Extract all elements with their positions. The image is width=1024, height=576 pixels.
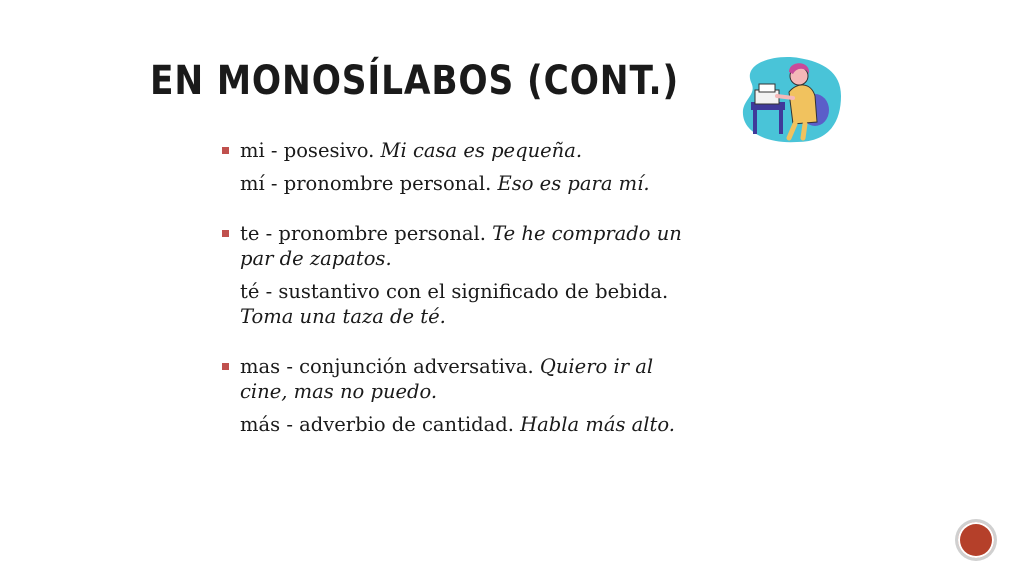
- square-bullet-icon: [222, 230, 229, 237]
- list-item: [222, 221, 702, 271]
- list-item: [222, 279, 702, 329]
- item-text: té - sustantivo con el significado de bebida.: [240, 280, 669, 303]
- item-text: más - adverbio de cantidad.: [240, 413, 521, 436]
- item-example: Habla más alto.: [520, 413, 675, 436]
- list-item: [222, 412, 702, 437]
- item-example: Toma una taza de té.: [240, 305, 446, 328]
- list-item: [222, 171, 702, 196]
- slide-body: [222, 138, 702, 437]
- item-example: Eso es para mí.: [497, 172, 650, 195]
- item-text: mí - pronombre personal.: [240, 172, 498, 195]
- list-item: [222, 138, 702, 163]
- item-text: mi - posesivo.: [240, 139, 381, 162]
- item-text: te - pronombre personal.: [240, 222, 493, 245]
- square-bullet-icon: [222, 147, 229, 154]
- item-example: Mi casa es pequeña.: [380, 139, 583, 162]
- list-item: [222, 354, 702, 404]
- slide-title: EN MONOSÍLABOS (CONT.): [150, 58, 680, 104]
- item-text: mas - conjunción adversativa.: [240, 355, 540, 378]
- item-example: Te he comprado un par de zapatos.: [240, 222, 682, 270]
- square-bullet-icon: [222, 363, 229, 370]
- person-at-computer-icon: [737, 52, 845, 146]
- item-example: Quiero ir al cine, mas no puedo.: [240, 355, 654, 403]
- page-number-badge: [958, 522, 994, 558]
